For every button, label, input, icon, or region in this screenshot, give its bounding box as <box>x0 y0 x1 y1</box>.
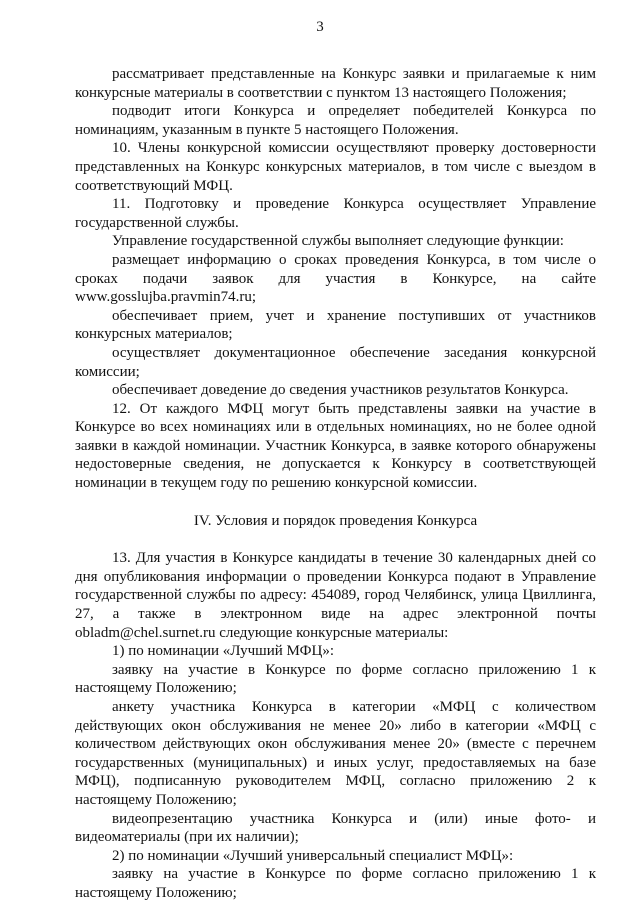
paragraph: подводит итоги Конкурса и определяет победителей Конкурса по номинациям, указанным в пункте 5 настоящего Положения. <box>75 103 596 138</box>
paragraph: 11. Подготовку и проведение Конкурса осуществляет Управление государственной службы. <box>75 196 596 231</box>
paragraph: заявку на участие в Конкурсе по форме согласно приложению 1 к настоящему Положению; <box>75 661 596 697</box>
paragraph: 1) по номинации «Лучший МФЦ»: <box>112 643 334 660</box>
paragraph: Управление государственной службы выполняет следующие функции: <box>112 233 564 250</box>
paragraph: осуществляет документационное обеспечение заседания конкурсной комиссии; <box>75 344 596 380</box>
paragraph: 10. Члены конкурсной комиссии осуществляют проверку достоверности представленных на Конкурс конкурсных материалов, в том числе с выездом в соответствующий МФЦ. <box>75 140 596 194</box>
document-body <box>75 65 596 903</box>
page-number: 3 <box>316 19 324 35</box>
paragraph: 13. Для участия в Конкурсе кандидаты в течение 30 календарных дней со дня опубликования информации о проведении Конкурса подают в Управление государственной службы по адресу: 454089, город Челябинск, улица Цвиллинга, 27, а также в электронном виде на адрес электронной почты obladm@chel.surnet.ru следующие конкурсные материалы: <box>75 550 596 641</box>
paragraph: видеопрезентацию участника Конкурса и (или) иные фото- и видеоматериалы (при их наличии); <box>75 810 596 846</box>
paragraph: обеспечивает доведение до сведения участников результатов Конкурса. <box>112 382 569 399</box>
paragraph: обеспечивает прием, учет и хранение поступивших от участников конкурсных материалов; <box>75 307 596 343</box>
paragraph: заявку на участие в Конкурсе по форме согласно приложению 1 к настоящему Положению; <box>75 866 596 901</box>
paragraph: 2) по номинации «Лучший универсальный специалист МФЦ»: <box>112 847 514 864</box>
paragraph: рассматривает представленные на Конкурс заявки и прилагаемые к ним конкурсные материалы в соответствии с пунктом 13 настоящего Положения; <box>75 66 596 101</box>
paragraph: размещает информацию о сроках проведения Конкурса, в том числе о сроках подачи заявок для участия в Конкурсе, на сайте www.gosslujba.pravmin74.ru; <box>75 251 596 306</box>
paragraph: 12. От каждого МФЦ могут быть представлены заявки на участие в Конкурсе во всех номинациях или в отдельных номинациях, но не более одной заявки в каждой номинации. Участник Конкурса, в заявке которого обнаружены недостоверные сведения, не допускается к Конкурсу в соответствующей номинации в текущем году по решению конкурсной комиссии. <box>75 400 596 492</box>
section-heading: IV. Условия и порядок проведения Конкурса <box>193 512 478 529</box>
paragraph: анкету участника Конкурса в категории «МФЦ с количеством действующих окон обслуживания не менее 20» либо в категории «МФЦ с количеством действующих окон обслуживания менее 20» (вместе с перечнем государственных (муниципальных) и иных услуг, предоставляемых на базе МФЦ), подписанную руководителем МФЦ, согласно приложению 2 к настоящему Положению; <box>75 699 596 808</box>
